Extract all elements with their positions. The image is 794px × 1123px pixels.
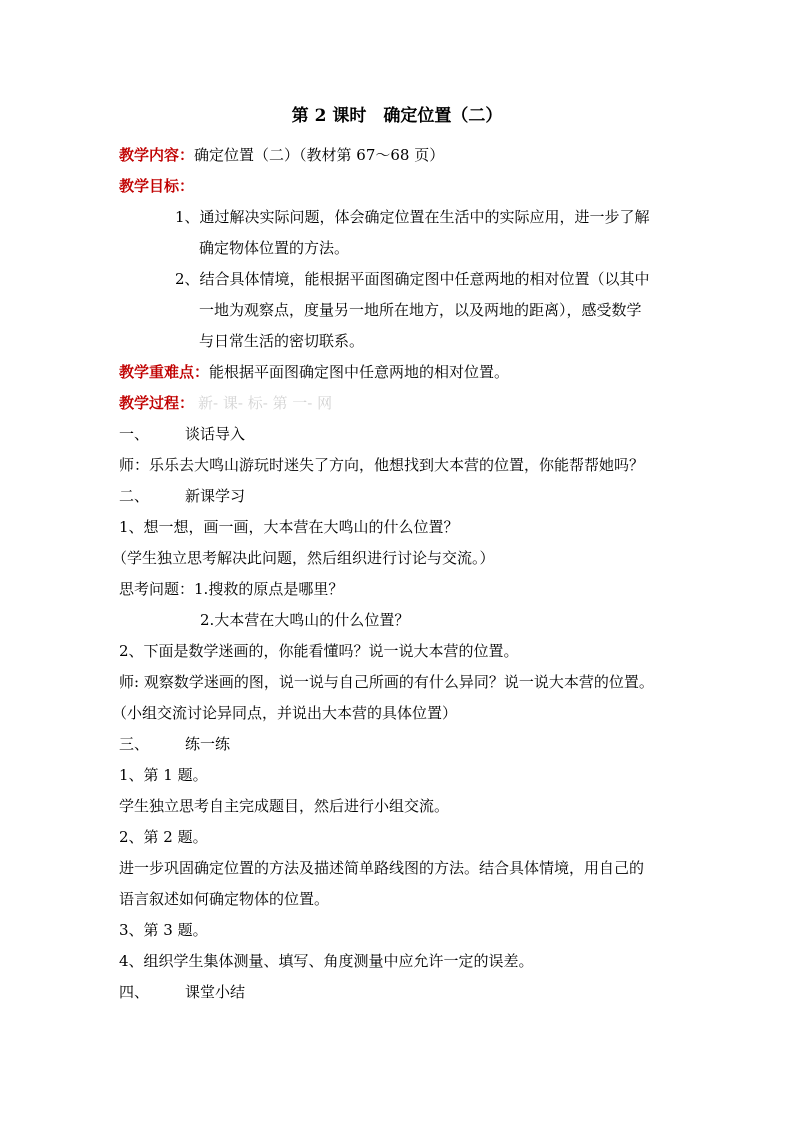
section-2-heading: [119, 486, 245, 506]
key-points-line: [119, 362, 509, 382]
exercise-2: 2、第 2 题。: [119, 828, 208, 846]
goal-2-line-3: 与日常生活的密切联系。: [199, 332, 365, 350]
section-3-number: 三、: [119, 735, 150, 753]
question-2: 2、下面是数学迷画的，你能看懂吗？说一说大本营的位置。: [119, 642, 519, 660]
section-1-number: 一、: [119, 425, 150, 443]
think-label: 思考问题：: [119, 580, 195, 598]
question-2-note: （小组交流讨论异同点，并说出大本营的具体位置）: [112, 704, 458, 722]
goals-line: [119, 176, 194, 196]
content-text: 确定位置（二）（教材第 67～68 页）: [194, 146, 445, 164]
exercise-1-note: 学生独立思考自主完成题目，然后进行小组交流。: [119, 797, 450, 815]
section-4-heading: [119, 982, 245, 1002]
section-1-heading: [119, 424, 245, 444]
think-question-1: 1.搜救的原点是哪里？: [194, 580, 344, 598]
exercise-2-note-line-1: 进一步巩固确定位置的方法及描述简单路线图的方法。结合具体情境，用自己的: [119, 859, 645, 877]
exercise-1: 1、第 1 题。: [119, 766, 208, 784]
watermark-text: 新- 课- 标- 第 一- 网: [198, 394, 333, 412]
section-3-heading: [119, 734, 230, 754]
goal-2-line-1: 2、结合具体情境，能根据平面图确定图中任意两地的相对位置（以其中: [175, 270, 650, 288]
lesson-title: 第 2 课时 确定位置（二）: [291, 106, 503, 126]
goal-1-line-1: 1、通过解决实际问题，体会确定位置在生活中的实际应用，进一步了解: [175, 208, 650, 226]
goal-1-line-2: 确定物体位置的方法。: [199, 239, 350, 257]
section-4-number: 四、: [119, 983, 150, 1001]
intro-paragraph: 师：乐乐去大鸣山游玩时迷失了方向，他想找到大本营的位置，你能帮帮她吗？: [119, 456, 645, 474]
content-label: 教学内容：: [119, 146, 195, 164]
content-line: [119, 145, 444, 165]
process-label: 教学过程：: [119, 394, 195, 412]
key-points-text: 能根据平面图确定图中任意两地的相对位置。: [209, 363, 510, 381]
section-2-number: 二、: [119, 487, 150, 505]
think-question-1-line: [119, 579, 343, 599]
key-points-label: 教学重难点：: [119, 363, 210, 381]
think-question-2: 2.大本营在大鸣山的什么位置？: [200, 611, 410, 629]
exercise-3: 3、第 3 题。: [119, 921, 208, 939]
goals-label: 教学目标：: [119, 177, 195, 195]
process-line: [119, 393, 332, 413]
question-2-teacher: 师: 观察数学迷画的图，说一说与自己所画的有什么异同？说一说大本营的位置。: [119, 673, 654, 691]
goal-2-line-2: 一地为观察点，度量另一地所在地方，以及两地的距离），感受数学: [199, 301, 642, 319]
question-1: 1、想一想，画一画，大本营在大鸣山的什么位置？: [119, 518, 459, 536]
exercise-4: 4、组织学生集体测量、填写、角度测量中应允许一定的误差。: [119, 952, 534, 970]
section-3-title: 练一练: [185, 735, 231, 753]
exercise-2-note-line-2: 语言叙述如何确定物体的位置。: [119, 890, 330, 908]
section-2-title: 新课学习: [185, 487, 246, 505]
section-1-title: 谈话导入: [185, 425, 246, 443]
question-1-note: （学生独立思考解决此问题，然后组织进行讨论与交流。）: [112, 549, 495, 567]
section-4-title: 课堂小结: [185, 983, 246, 1001]
